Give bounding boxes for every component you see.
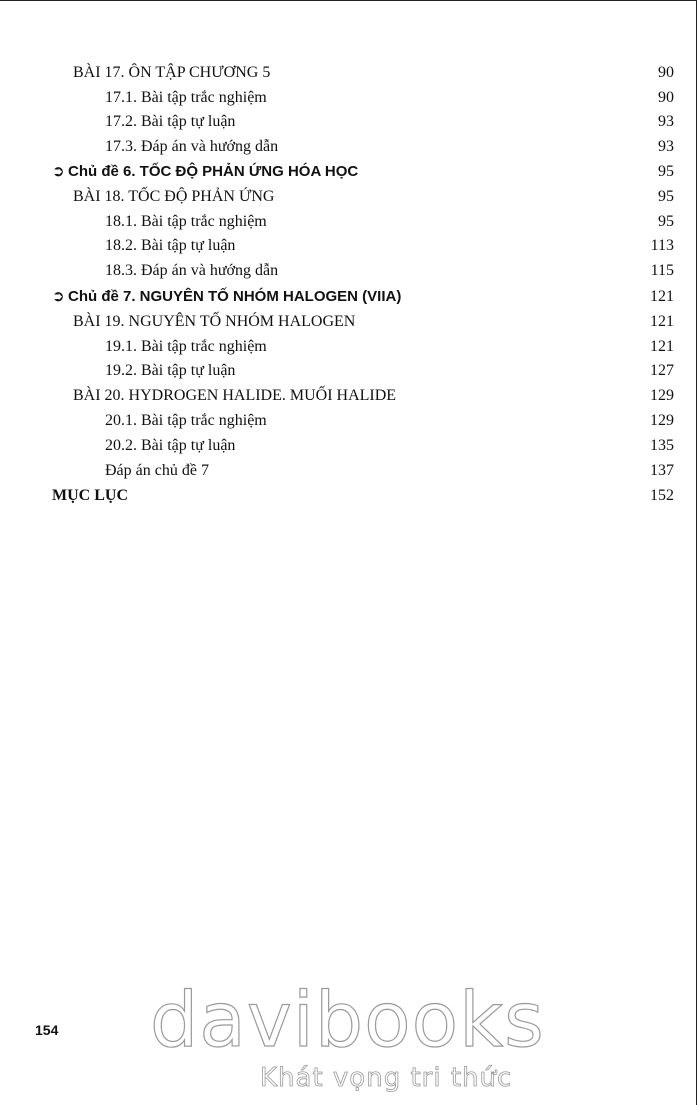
toc-entry-page: 90 xyxy=(658,64,674,81)
toc-row[interactable] xyxy=(0,259,700,283)
toc-entry-title: BÀI 17. ÔN TẬP CHƯƠNG 5 xyxy=(73,64,271,81)
page-number: 154 xyxy=(35,1022,59,1038)
toc-row[interactable] xyxy=(0,210,700,234)
toc-entry-title: 18.2. Bài tập tự luận xyxy=(105,237,236,254)
toc-entry-page: 113 xyxy=(650,237,674,254)
toc-entry-title: 18.1. Bài tập trắc nghiệm xyxy=(105,213,267,230)
toc-entry-title: 20.2. Bài tập tự luận xyxy=(105,437,236,454)
watermark-brand: davibooks xyxy=(150,975,545,1064)
toc-entry-page: 135 xyxy=(650,437,674,454)
toc-entry-title: BÀI 19. NGUYÊN TỐ NHÓM HALOGEN xyxy=(73,313,356,330)
toc-entry-title: MỤC LỤC xyxy=(52,487,128,504)
toc-entry-page: 121 xyxy=(650,288,674,305)
toc-row[interactable] xyxy=(0,384,700,408)
toc-row[interactable] xyxy=(0,434,700,458)
toc-entry-page: 129 xyxy=(650,387,674,404)
toc-entry-page: 93 xyxy=(658,138,674,155)
toc-entry-title: 17.1. Bài tập trắc nghiệm xyxy=(105,89,267,106)
toc-entry-title: BÀI 20. HYDROGEN HALIDE. MUỐI HALIDE xyxy=(73,387,397,404)
page-border-top xyxy=(0,0,697,1)
toc-entry-title: 19.2. Bài tập tự luận xyxy=(105,362,236,379)
toc-entry-page: 95 xyxy=(658,163,674,180)
toc-row[interactable] xyxy=(0,86,700,110)
toc-entry-title: Chủ đề 7. NGUYÊN TỐ NHÓM HALOGEN (VIIA) xyxy=(68,288,402,305)
toc-entry-page: 115 xyxy=(650,262,674,279)
toc-row[interactable] xyxy=(0,185,700,209)
toc-row[interactable] xyxy=(0,459,700,483)
toc-entry-title: 20.1. Bài tập trắc nghiệm xyxy=(105,412,267,429)
toc-entry-page: 121 xyxy=(650,338,674,355)
circled-arrow-right-icon: ➲ xyxy=(52,163,65,180)
toc-entry-page: 95 xyxy=(658,213,674,230)
toc-entry-page: 121 xyxy=(650,313,674,330)
toc-row[interactable] xyxy=(0,484,700,508)
toc-entry-title: BÀI 18. TỐC ĐỘ PHẢN ỨNG xyxy=(73,188,275,205)
toc-entry-title: Đáp án chủ đề 7 xyxy=(105,462,209,479)
toc-row[interactable] xyxy=(0,310,700,334)
toc-entry-page: 95 xyxy=(658,188,674,205)
toc-entry-page: 127 xyxy=(650,362,674,379)
toc-entry-page: 90 xyxy=(658,89,674,106)
toc-row[interactable] xyxy=(0,335,700,359)
toc-entry-page: 93 xyxy=(658,113,674,130)
toc-entry-title: Chủ đề 6. TỐC ĐỘ PHẢN ỨNG HÓA HỌC xyxy=(68,163,359,180)
watermark-tagline: Khát vọng tri thức xyxy=(260,1063,513,1093)
circled-arrow-right-icon: ➲ xyxy=(52,288,65,305)
toc-entry-title: 17.2. Bài tập tự luận xyxy=(105,113,236,130)
toc-row[interactable] xyxy=(0,409,700,433)
toc-row[interactable] xyxy=(0,234,700,258)
toc-row[interactable] xyxy=(0,135,700,159)
toc-entry-page: 129 xyxy=(650,412,674,429)
toc-row-chapter[interactable] xyxy=(0,160,700,184)
toc-row-chapter[interactable] xyxy=(0,285,700,309)
toc-entry-page: 152 xyxy=(650,487,674,504)
toc-entry-page: 137 xyxy=(650,462,674,479)
toc-entry-title: 19.1. Bài tập trắc nghiệm xyxy=(105,338,267,355)
toc-entry-title: 17.3. Đáp án và hướng dẫn xyxy=(105,138,279,155)
toc-row[interactable] xyxy=(0,61,700,85)
toc-row[interactable] xyxy=(0,359,700,383)
toc-entry-title: 18.3. Đáp án và hướng dẫn xyxy=(105,262,279,279)
toc-row[interactable] xyxy=(0,110,700,134)
